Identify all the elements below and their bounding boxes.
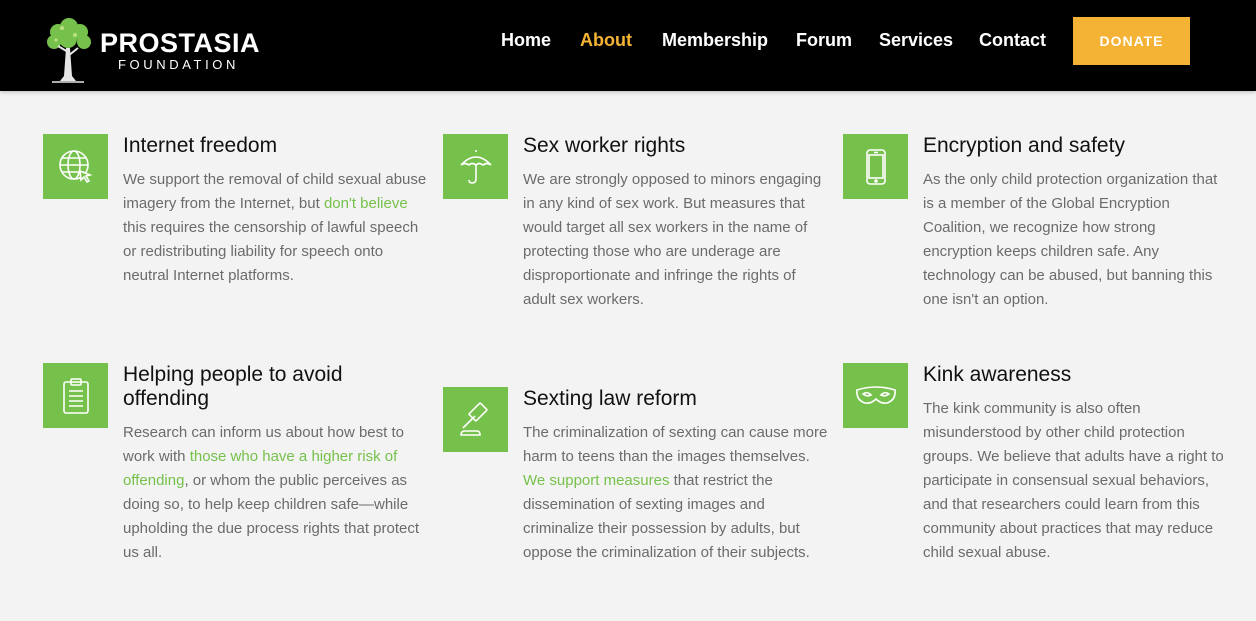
globe-cursor-icon bbox=[43, 134, 108, 199]
card-body: As the only child protection organization that is a member of the Global Encryption Coalition, we recognize how strong encryption keeps children safe. Any technology can be abused, but banning this one isn't an option. bbox=[923, 171, 1218, 308]
nav-contact[interactable]: Contact bbox=[979, 30, 1046, 50]
gavel-icon bbox=[443, 387, 508, 452]
card-link[interactable]: those who have a higher risk of offending bbox=[123, 448, 398, 489]
card-title: Encryption and safety bbox=[923, 134, 1125, 157]
card-title: Kink awareness bbox=[923, 363, 1072, 386]
nav-about[interactable]: About bbox=[580, 30, 632, 50]
card-title: Sexting law reform bbox=[523, 387, 697, 410]
smartphone-icon bbox=[843, 134, 908, 199]
nav-forum[interactable]: Forum bbox=[796, 30, 852, 50]
card-body: Research can inform us about how best to work with those who have a higher risk of offending, or whom the public perceives as doing so, to help keep children safe—while upholding the due process rights that protect us all. bbox=[123, 424, 420, 561]
card-body: We are strongly opposed to minors engaging in any kind of sex work. But measures that would target all sex workers in the name of protecting those who are underage are disproportionate and infringe the rights of adult sex workers. bbox=[523, 171, 822, 308]
mask-icon bbox=[843, 363, 908, 428]
logo-subtitle: FOUNDATION bbox=[118, 57, 239, 72]
nav-membership[interactable]: Membership bbox=[662, 30, 769, 50]
card-title: Helping people to avoid offending bbox=[123, 363, 343, 410]
card-body: The criminalization of sexting can cause more harm to teens than the images themselves. We support measures that restrict the dissemination of sexting images and criminalize their possession by adults, but oppose the criminalization of their subjects. bbox=[523, 424, 828, 561]
card-title: Sex worker rights bbox=[523, 134, 686, 157]
umbrella-icon bbox=[443, 134, 508, 199]
site-header bbox=[0, 0, 1256, 91]
card-link[interactable]: We support measures bbox=[523, 472, 670, 489]
card-body: The kink community is also often misunderstood by other child protection groups. We believe that adults have a right to participate in consensual sexual behaviors, and that researchers could learn from this community about practices that may reduce child sexual abuse. bbox=[923, 400, 1224, 561]
nav-home[interactable]: Home bbox=[501, 30, 552, 50]
card-link[interactable]: don't believe bbox=[323, 195, 408, 212]
main-nav bbox=[0, 28, 1256, 52]
card-title: Internet freedom bbox=[123, 134, 278, 157]
clipboard-icon bbox=[43, 363, 108, 428]
card-body: We support the removal of child sexual abuse imagery from the Internet, but don't believe this requires the censorship of lawful speech or redistributing liability for speech onto neutral Internet platforms. bbox=[123, 171, 427, 284]
nav-services[interactable]: Services bbox=[879, 30, 954, 50]
donate-button[interactable]: DONATE bbox=[1073, 17, 1190, 65]
logo-name: PROSTASIA bbox=[100, 28, 261, 58]
